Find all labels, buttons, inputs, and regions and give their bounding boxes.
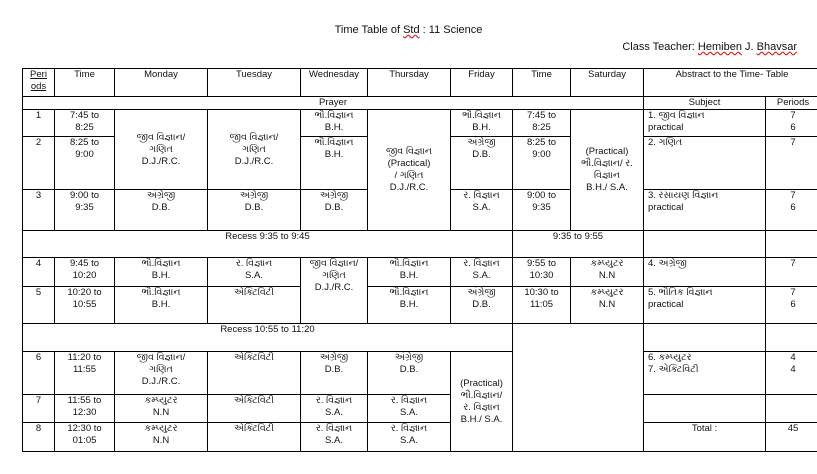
recess-cell: Recess 10:55 to 11:20 xyxy=(23,324,513,352)
header-row xyxy=(23,69,817,97)
wednesday-cell: જીવ વિજ્ઞાન/ ગણિત D.J./R.C. xyxy=(301,258,368,324)
recess-row xyxy=(23,324,817,352)
timetable xyxy=(22,68,817,452)
abstract-periods: 7 xyxy=(766,137,817,190)
monday-cell: કમ્પ્યુટર N.N xyxy=(115,395,208,423)
col-monday: Monday xyxy=(115,69,208,97)
abstract-subject: 4. અંગ્રેજી xyxy=(644,258,766,287)
abstract-periods: 7 6 xyxy=(766,287,817,324)
tuesday-cell: અંગ્રેજી D.B. xyxy=(208,190,301,231)
friday-cell: અંગ્રેજી D.B. xyxy=(451,287,513,324)
abstract-periods: 7 6 xyxy=(766,190,817,231)
friday-cell: ભૌ.વિજ્ઞાન B.H. xyxy=(451,110,513,137)
col-abstract: Abstract to the Time- Table xyxy=(644,69,817,97)
col-thursday: Thursday xyxy=(368,69,451,97)
table-row xyxy=(23,287,817,324)
prayer-cell: Prayer xyxy=(23,97,644,110)
period-number: 1 xyxy=(23,110,55,137)
tuesday-cell: એક્ટિવિટી xyxy=(208,395,301,423)
abstract-subject: 6. કમ્પ્યુટર 7. એક્ટિવિટી xyxy=(644,352,766,395)
friday-cell: અંગ્રેજી D.B. xyxy=(451,137,513,190)
abstract-subject: 1. જીવ વિજ્ઞાન practical xyxy=(644,110,766,137)
friday-cell: (Practical) ભૌ.વિજ્ઞાન/ ર. વિજ્ઞાન B.H./ S.A. xyxy=(451,352,513,452)
abstract-subject xyxy=(644,231,766,258)
abstract-periods xyxy=(766,395,817,423)
thursday-cell: ર. વિજ્ઞાન S.A. xyxy=(368,423,451,452)
col-tuesday: Tuesday xyxy=(208,69,301,97)
period-time: 7:45 to 8:25 xyxy=(55,110,115,137)
col-friday: Friday xyxy=(451,69,513,97)
thursday-cell: જીવ વિજ્ઞાન (Practical) / ગણિત D.J./R.C. xyxy=(368,110,451,231)
period-number: 7 xyxy=(23,395,55,423)
class-teacher: Class Teacher: Hemiben J. Bhavsar xyxy=(622,41,797,53)
abstract-subject xyxy=(644,324,766,352)
saturday-time: 10:30 to 11:05 xyxy=(513,287,571,324)
thursday-cell: અંગ્રેજી D.B. xyxy=(368,352,451,395)
wednesday-cell: ર. વિજ્ઞાન S.A. xyxy=(301,395,368,423)
friday-cell: ર. વિજ્ઞાન S.A. xyxy=(451,258,513,287)
abstract-total-value: 45 xyxy=(766,423,817,452)
thursday-cell: ભૌ.વિજ્ઞાન B.H. xyxy=(368,258,451,287)
col-time: Time xyxy=(55,69,115,97)
saturday-empty-cell xyxy=(513,324,644,452)
period-time: 9:00 to 9:35 xyxy=(55,190,115,231)
friday-cell: ર. વિજ્ઞાન S.A. xyxy=(451,190,513,231)
col-saturday: Saturday xyxy=(571,69,644,97)
tuesday-cell: એક્ટિવિટી xyxy=(208,287,301,324)
tuesday-cell: જીવ વિજ્ઞાન/ ગણિત D.J./R.C. xyxy=(208,110,301,190)
period-number: 4 xyxy=(23,258,55,287)
saturday-time: 8:25 to 9:00 xyxy=(513,137,571,190)
abstract-subject-header: Subject xyxy=(644,97,766,110)
col-time-2: Time xyxy=(513,69,571,97)
abstract-subject: 5. ભૌતિક વિજ્ઞાન practical xyxy=(644,287,766,324)
abstract-periods: 7 6 xyxy=(766,110,817,137)
monday-cell: જીવ વિજ્ઞાન/ ગણિત D.J./R.C. xyxy=(115,110,208,190)
table-row xyxy=(23,423,817,452)
abstract-periods: 4 4 xyxy=(766,352,817,395)
table-row xyxy=(23,352,817,395)
period-number: 2 xyxy=(23,137,55,190)
prayer-row xyxy=(23,97,817,110)
saturday-time: 7:45 to 8:25 xyxy=(513,110,571,137)
saturday-cell: (Practical) ભૌ.વિજ્ઞાન/ ર. વિજ્ઞાન B.H./ S.A. xyxy=(571,110,644,231)
wednesday-cell: ભૌ.વિજ્ઞાન B.H. xyxy=(301,137,368,190)
period-number: 8 xyxy=(23,423,55,452)
abstract-subject: 3. રસાયણ વિજ્ઞાન practical xyxy=(644,190,766,231)
wednesday-cell: અંગ્રેજી D.B. xyxy=(301,352,368,395)
saturday-cell: કમ્પ્યુટર N.N xyxy=(571,258,644,287)
table-row xyxy=(23,110,817,137)
abstract-total-label: Total : xyxy=(644,423,766,452)
period-number: 3 xyxy=(23,190,55,231)
period-time: 11:55 to 12:30 xyxy=(55,395,115,423)
period-time: 11:20 to 11:55 xyxy=(55,352,115,395)
abstract-periods xyxy=(766,231,817,258)
table-row xyxy=(23,258,817,287)
table-row xyxy=(23,395,817,423)
thursday-cell: ભૌ.વિજ્ઞાન B.H. xyxy=(368,287,451,324)
recess-cell: Recess 9:35 to 9:45 xyxy=(23,231,513,258)
tuesday-cell: એક્ટિવિટી xyxy=(208,352,301,395)
period-number: 6 xyxy=(23,352,55,395)
col-periods: Peri ods xyxy=(23,69,55,97)
wednesday-cell: ભૌ.વિજ્ઞાન B.H. xyxy=(301,110,368,137)
tuesday-cell: ર. વિજ્ઞાન S.A. xyxy=(208,258,301,287)
recess-row xyxy=(23,231,817,258)
abstract-subject xyxy=(644,395,766,423)
page-title: Time Table of Std : 11 Science xyxy=(334,24,483,36)
abstract-subject: 2. ગણિત xyxy=(644,137,766,190)
monday-cell: અંગ્રેજી D.B. xyxy=(115,190,208,231)
tuesday-cell: એક્ટિવિટી xyxy=(208,423,301,452)
wednesday-cell: ર. વિજ્ઞાન S.A. xyxy=(301,423,368,452)
monday-cell: ભૌ.વિજ્ઞાન B.H. xyxy=(115,258,208,287)
period-number: 5 xyxy=(23,287,55,324)
saturday-time: 9:55 to 10:30 xyxy=(513,258,571,287)
period-time: 12:30 to 01:05 xyxy=(55,423,115,452)
saturday-recess-cell: 9:35 to 9:55 xyxy=(513,231,644,258)
abstract-periods xyxy=(766,324,817,352)
thursday-cell: ર. વિજ્ઞાન S.A. xyxy=(368,395,451,423)
period-time: 10:20 to 10:55 xyxy=(55,287,115,324)
period-time: 8:25 to 9:00 xyxy=(55,137,115,190)
abstract-periods: 7 xyxy=(766,258,817,287)
monday-cell: ભૌ.વિજ્ઞાન B.H. xyxy=(115,287,208,324)
abstract-periods-header: Periods xyxy=(766,97,817,110)
saturday-cell: કમ્પ્યુટર N.N xyxy=(571,287,644,324)
monday-cell: જીવ વિજ્ઞાન/ ગણિત D.J./R.C. xyxy=(115,352,208,395)
col-wednesday: Wednesday xyxy=(301,69,368,97)
saturday-time: 9:00 to 9:35 xyxy=(513,190,571,231)
period-time: 9:45 to 10:20 xyxy=(55,258,115,287)
monday-cell: કમ્પ્યુટર N.N xyxy=(115,423,208,452)
wednesday-cell: અંગ્રેજી D.B. xyxy=(301,190,368,231)
